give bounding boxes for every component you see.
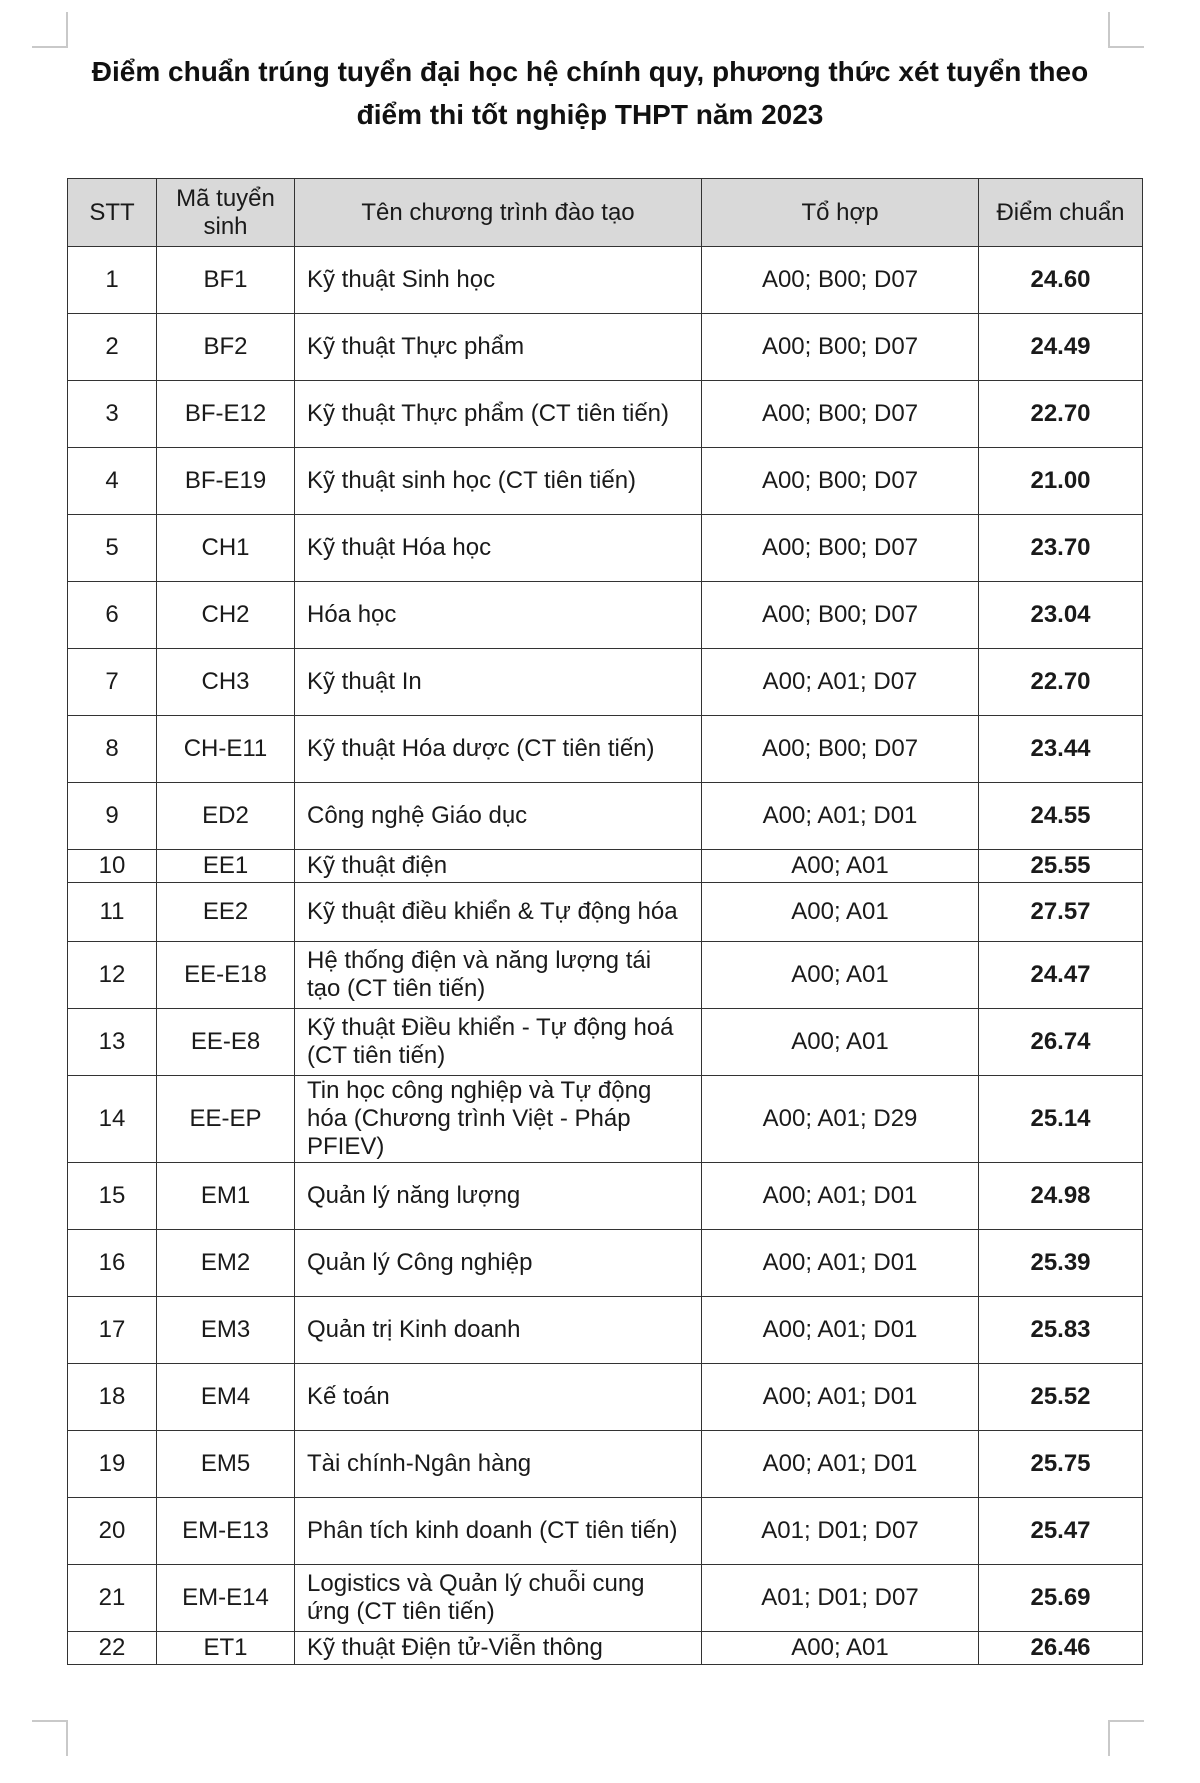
cell-combo: A00; A01; D07 bbox=[702, 649, 979, 716]
table-row bbox=[68, 582, 1143, 649]
cell-score: 25.69 bbox=[979, 1565, 1143, 1632]
table-row bbox=[68, 381, 1143, 448]
table-row bbox=[68, 1431, 1143, 1498]
cell-stt: 10 bbox=[68, 850, 157, 883]
table-row bbox=[68, 1565, 1143, 1632]
cell-stt: 18 bbox=[68, 1364, 157, 1431]
cell-score: 24.49 bbox=[979, 314, 1143, 381]
cell-stt: 8 bbox=[68, 716, 157, 783]
cell-program: Tài chính-Ngân hàng bbox=[295, 1431, 702, 1498]
cell-code: EM1 bbox=[157, 1163, 295, 1230]
cell-program: Kỹ thuật In bbox=[295, 649, 702, 716]
cell-score: 23.44 bbox=[979, 716, 1143, 783]
cell-code: EM-E14 bbox=[157, 1565, 295, 1632]
cell-stt: 17 bbox=[68, 1297, 157, 1364]
cell-combo: A00; B00; D07 bbox=[702, 515, 979, 582]
table-row bbox=[68, 1230, 1143, 1297]
cell-program: Kỹ thuật Hóa dược (CT tiên tiến) bbox=[295, 716, 702, 783]
cell-combo: A01; D01; D07 bbox=[702, 1498, 979, 1565]
cell-code: EE-E18 bbox=[157, 942, 295, 1009]
cell-combo: A01; D01; D07 bbox=[702, 1565, 979, 1632]
table-row bbox=[68, 1163, 1143, 1230]
table-row bbox=[68, 942, 1143, 1009]
cell-code: EE2 bbox=[157, 883, 295, 942]
header-score: Điểm chuẩn bbox=[979, 179, 1143, 247]
title-line-2: điểm thi tốt nghiệp THPT năm 2023 bbox=[356, 99, 824, 130]
cell-stt: 16 bbox=[68, 1230, 157, 1297]
table-row bbox=[68, 1009, 1143, 1076]
table-row bbox=[68, 883, 1143, 942]
cell-stt: 5 bbox=[68, 515, 157, 582]
cell-program: Kỹ thuật sinh học (CT tiên tiến) bbox=[295, 448, 702, 515]
cell-combo: A00; A01; D01 bbox=[702, 783, 979, 850]
crop-mark bbox=[1108, 46, 1144, 48]
cell-code: EE-E8 bbox=[157, 1009, 295, 1076]
cell-program: Kế toán bbox=[295, 1364, 702, 1431]
header-code: Mã tuyển sinh bbox=[157, 179, 295, 247]
table-row bbox=[68, 515, 1143, 582]
cell-combo: A00; B00; D07 bbox=[702, 716, 979, 783]
cell-program: Công nghệ Giáo dục bbox=[295, 783, 702, 850]
table-row bbox=[68, 1498, 1143, 1565]
cell-code: CH2 bbox=[157, 582, 295, 649]
header-stt: STT bbox=[68, 179, 157, 247]
header-program: Tên chương trình đào tạo bbox=[295, 179, 702, 247]
cell-program: Kỹ thuật điện bbox=[295, 850, 702, 883]
document-title bbox=[60, 50, 1120, 136]
cell-combo: A00; A01 bbox=[702, 942, 979, 1009]
cell-code: EE1 bbox=[157, 850, 295, 883]
cell-program: Tin học công nghiệp và Tự động hóa (Chương trình Việt - Pháp PFIEV) bbox=[295, 1076, 702, 1163]
cell-stt: 2 bbox=[68, 314, 157, 381]
cell-code: BF-E19 bbox=[157, 448, 295, 515]
cell-stt: 9 bbox=[68, 783, 157, 850]
title-line-1: Điểm chuẩn trúng tuyển đại học hệ chính quy, phương thức xét tuyển theo bbox=[91, 56, 1089, 87]
cell-stt: 3 bbox=[68, 381, 157, 448]
crop-mark bbox=[32, 1720, 68, 1722]
header-combo: Tổ hợp bbox=[702, 179, 979, 247]
cell-stt: 6 bbox=[68, 582, 157, 649]
cell-program: Kỹ thuật Điều khiển - Tự động hoá (CT tiên tiến) bbox=[295, 1009, 702, 1076]
table-row bbox=[68, 649, 1143, 716]
cell-program: Quản trị Kinh doanh bbox=[295, 1297, 702, 1364]
table-row bbox=[68, 448, 1143, 515]
cell-program: Hóa học bbox=[295, 582, 702, 649]
crop-mark bbox=[1108, 1720, 1144, 1722]
cell-stt: 11 bbox=[68, 883, 157, 942]
crop-mark bbox=[1108, 1720, 1110, 1756]
cell-stt: 14 bbox=[68, 1076, 157, 1163]
cell-combo: A00; A01; D01 bbox=[702, 1364, 979, 1431]
cell-score: 26.46 bbox=[979, 1632, 1143, 1665]
cell-score: 22.70 bbox=[979, 649, 1143, 716]
table-row bbox=[68, 247, 1143, 314]
cell-score: 25.55 bbox=[979, 850, 1143, 883]
cell-stt: 12 bbox=[68, 942, 157, 1009]
cell-score: 25.83 bbox=[979, 1297, 1143, 1364]
cell-program: Quản lý năng lượng bbox=[295, 1163, 702, 1230]
cell-score: 25.47 bbox=[979, 1498, 1143, 1565]
table-row bbox=[68, 1632, 1143, 1665]
cell-combo: A00; A01 bbox=[702, 1632, 979, 1665]
cell-code: EM3 bbox=[157, 1297, 295, 1364]
table-row bbox=[68, 314, 1143, 381]
cell-score: 21.00 bbox=[979, 448, 1143, 515]
cell-combo: A00; A01; D29 bbox=[702, 1076, 979, 1163]
cell-program: Kỹ thuật Hóa học bbox=[295, 515, 702, 582]
cell-combo: A00; A01 bbox=[702, 1009, 979, 1076]
cell-program: Kỹ thuật Sinh học bbox=[295, 247, 702, 314]
cell-combo: A00; A01 bbox=[702, 883, 979, 942]
cell-program: Hệ thống điện và năng lượng tái tạo (CT tiên tiến) bbox=[295, 942, 702, 1009]
table-row bbox=[68, 1297, 1143, 1364]
cell-stt: 15 bbox=[68, 1163, 157, 1230]
cell-stt: 13 bbox=[68, 1009, 157, 1076]
cell-program: Quản lý Công nghiệp bbox=[295, 1230, 702, 1297]
cell-program: Kỹ thuật điều khiển & Tự động hóa bbox=[295, 883, 702, 942]
cell-code: EE-EP bbox=[157, 1076, 295, 1163]
cell-combo: A00; B00; D07 bbox=[702, 381, 979, 448]
cell-score: 25.14 bbox=[979, 1076, 1143, 1163]
cell-combo: A00; B00; D07 bbox=[702, 582, 979, 649]
cell-combo: A00; A01; D01 bbox=[702, 1230, 979, 1297]
cell-combo: A00; A01; D01 bbox=[702, 1431, 979, 1498]
table-row bbox=[68, 1364, 1143, 1431]
cell-code: EM4 bbox=[157, 1364, 295, 1431]
cell-code: BF2 bbox=[157, 314, 295, 381]
cell-score: 22.70 bbox=[979, 381, 1143, 448]
cell-stt: 22 bbox=[68, 1632, 157, 1665]
table-row bbox=[68, 1076, 1143, 1163]
cell-score: 24.55 bbox=[979, 783, 1143, 850]
cell-code: BF-E12 bbox=[157, 381, 295, 448]
cell-program: Logistics và Quản lý chuỗi cung ứng (CT tiên tiến) bbox=[295, 1565, 702, 1632]
cell-combo: A00; B00; D07 bbox=[702, 448, 979, 515]
crop-mark bbox=[32, 46, 68, 48]
cell-code: CH-E11 bbox=[157, 716, 295, 783]
cell-program: Phân tích kinh doanh (CT tiên tiến) bbox=[295, 1498, 702, 1565]
cell-score: 23.04 bbox=[979, 582, 1143, 649]
cell-code: EM5 bbox=[157, 1431, 295, 1498]
cell-score: 25.52 bbox=[979, 1364, 1143, 1431]
cell-score: 24.47 bbox=[979, 942, 1143, 1009]
cell-score: 26.74 bbox=[979, 1009, 1143, 1076]
table-row bbox=[68, 850, 1143, 883]
cell-program: Kỹ thuật Thực phẩm bbox=[295, 314, 702, 381]
cell-stt: 20 bbox=[68, 1498, 157, 1565]
cell-score: 23.70 bbox=[979, 515, 1143, 582]
cell-stt: 7 bbox=[68, 649, 157, 716]
cell-stt: 19 bbox=[68, 1431, 157, 1498]
cell-code: BF1 bbox=[157, 247, 295, 314]
admission-scores-table bbox=[67, 178, 1143, 1665]
cell-stt: 4 bbox=[68, 448, 157, 515]
table-row bbox=[68, 783, 1143, 850]
crop-mark bbox=[1108, 12, 1110, 48]
cell-combo: A00; A01 bbox=[702, 850, 979, 883]
table-header-row bbox=[68, 179, 1143, 247]
cell-program: Kỹ thuật Điện tử-Viễn thông bbox=[295, 1632, 702, 1665]
cell-combo: A00; B00; D07 bbox=[702, 314, 979, 381]
table-row bbox=[68, 716, 1143, 783]
cell-combo: A00; A01; D01 bbox=[702, 1163, 979, 1230]
cell-code: CH1 bbox=[157, 515, 295, 582]
cell-code: EM-E13 bbox=[157, 1498, 295, 1565]
cell-score: 24.98 bbox=[979, 1163, 1143, 1230]
cell-stt: 21 bbox=[68, 1565, 157, 1632]
cell-score: 25.39 bbox=[979, 1230, 1143, 1297]
cell-combo: A00; A01; D01 bbox=[702, 1297, 979, 1364]
crop-mark bbox=[66, 12, 68, 48]
cell-code: ED2 bbox=[157, 783, 295, 850]
cell-code: ET1 bbox=[157, 1632, 295, 1665]
cell-combo: A00; B00; D07 bbox=[702, 247, 979, 314]
cell-score: 25.75 bbox=[979, 1431, 1143, 1498]
cell-score: 27.57 bbox=[979, 883, 1143, 942]
cell-code: EM2 bbox=[157, 1230, 295, 1297]
cell-score: 24.60 bbox=[979, 247, 1143, 314]
cell-code: CH3 bbox=[157, 649, 295, 716]
crop-mark bbox=[66, 1720, 68, 1756]
cell-stt: 1 bbox=[68, 247, 157, 314]
cell-program: Kỹ thuật Thực phẩm (CT tiên tiến) bbox=[295, 381, 702, 448]
